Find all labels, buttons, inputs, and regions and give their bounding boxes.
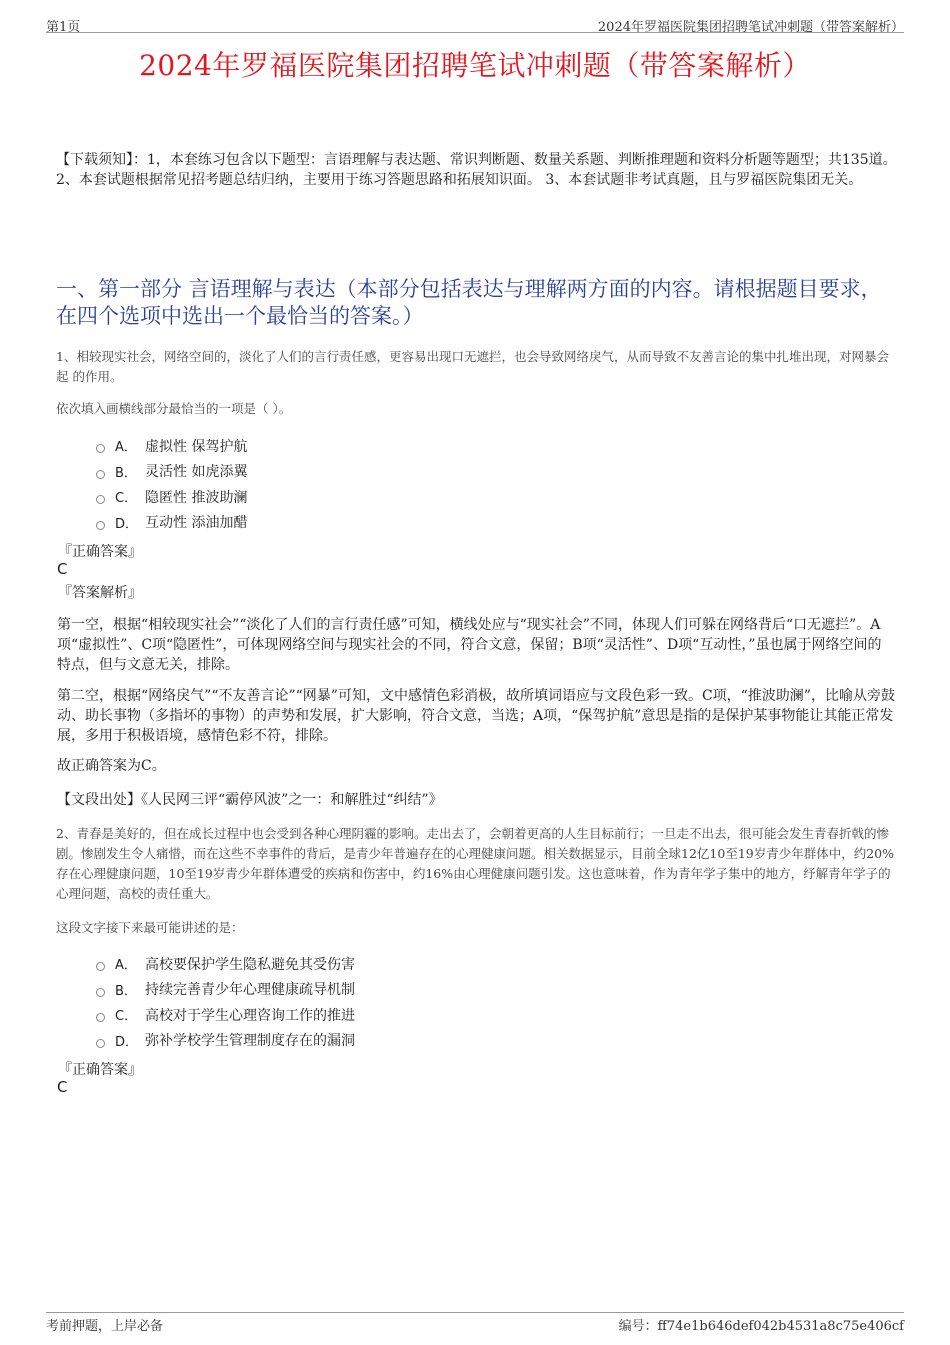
question-1-prompt: 依次填入画横线部分最恰当的一项是（ ）。 — [56, 401, 292, 416]
radio-icon[interactable] — [96, 962, 105, 971]
analysis-paragraph-1: 第一空，根据“相较现实社会”“淡化了人们的言行责任感”可知，横线处应与“现实社会”不同，体现人们可躲在网络背后“口无遮拦”。A项“虚拟性”、C项“隐匿性”，可体现网络空间与现实社会的不同，符合文意，保留；B项“灵活性”、D项“互动性，”虽也属于网络空间的特点，但与文意无关，排除。 — [57, 617, 882, 673]
option-text: 隐匿性 推波助澜 — [145, 489, 248, 506]
option-text: 持续完善青少年心理健康疏导机制 — [145, 982, 355, 999]
option-c[interactable] — [96, 1002, 355, 1028]
option-d[interactable] — [96, 1028, 355, 1054]
header-doc-title: 2024年罗福医院集团招聘笔试冲刺题（带答案解析） — [597, 20, 904, 35]
option-letter: B． — [115, 465, 137, 481]
radio-icon[interactable] — [96, 521, 105, 530]
option-letter: C． — [115, 491, 138, 507]
radio-icon[interactable] — [96, 1039, 105, 1048]
option-letter: C． — [115, 1009, 138, 1025]
question-1-analysis-label: 『答案解析』 — [58, 585, 142, 601]
radio-icon[interactable] — [96, 470, 105, 479]
option-letter: A． — [115, 958, 137, 974]
question-1-answer: C — [57, 560, 68, 578]
question-2-answer-label: 『正确答案』 — [58, 1062, 142, 1078]
option-text: 高校对于学生心理咨询工作的推进 — [145, 1007, 355, 1024]
question-2-answer: C — [57, 1078, 68, 1096]
question-1-options — [96, 433, 247, 535]
option-letter: B． — [115, 983, 137, 999]
analysis-conclusion: 故正确答案为C。 — [57, 758, 166, 774]
question-1-source: 【文段出处】《人民网三评“霸停风波”之一：和解胜过“纠结”》 — [57, 792, 443, 808]
option-text: 高校要保护学生隐私避免其受伤害 — [145, 956, 355, 973]
question-2-text: 2、青春是美好的，但在成长过程中也会受到各种心理阴霾的影响。走出去了，会朝着更高的人生目标前行；一旦走不出去，很可能会发生青春折戟的惨剧。惨剧发生令人痛惜，而在这些不幸事件的背后，是青少年普遍存在的心理健康问题。相关数据显示，目前全球12亿10至19岁青少年群体中，约20%存在心理健康问题，10至19岁青少年群体遭受的疾病和伤害中，约16%由心理健康问题引发。这也意味着，作为青年学子集中的地方，纾解青年学子的心理问题，高校的责任重大。 — [56, 826, 895, 901]
question-2-options — [96, 951, 355, 1053]
option-a[interactable] — [96, 951, 355, 977]
header-divider — [46, 32, 904, 33]
footer-slogan: 考前押题，上岸必备 — [46, 1319, 164, 1334]
download-notice: 【下载须知】：1，本套练习包含以下题型：言语理解与表达题、常识判断题、数量关系题、判断推理题和资料分析题等题型；共135道。 2、本套试题根据常见招考题总结归纳，主要用于练习答题思路和拓展知识面。 3、本套试题非考试真题，且与罗福医院集团无关。 — [56, 152, 897, 188]
radio-icon[interactable] — [96, 988, 105, 997]
option-text: 虚拟性 保驾护航 — [145, 438, 248, 455]
option-d[interactable] — [96, 510, 247, 536]
option-c[interactable] — [96, 484, 247, 510]
question-1-text: 1、相较现实社会，网络空间的，淡化了人们的言行责任感，更容易出现口无遮拦，也会导致网络戾气，从而导致不友善言论的集中扎堆出现，对网暴会起 的作用。 — [56, 349, 889, 384]
footer-divider — [46, 1312, 904, 1313]
option-text: 互动性 添油加醋 — [145, 515, 248, 532]
option-text: 弥补学校学生管理制度存在的漏洞 — [145, 1033, 355, 1050]
radio-icon[interactable] — [96, 1013, 105, 1022]
question-1-answer-label: 『正确答案』 — [58, 544, 142, 560]
section-title: 一、第一部分 言语理解与表达（本部分包括表达与理解两方面的内容。请根据题目要求，在四个选项中选出一个最恰当的答案。） — [56, 277, 882, 328]
option-letter: D． — [115, 516, 139, 532]
option-a[interactable] — [96, 433, 247, 459]
option-text: 灵活性 如虎添翼 — [145, 464, 248, 481]
header-page-number: 第1页 — [46, 20, 81, 35]
analysis-paragraph-2: 第二空，根据“网络戾气”“不友善言论”“网暴”可知，文中感情色彩消极，故所填词语应与文段色彩一致。C项，“推波助澜”，比喻从旁鼓动、助长事物（多指坏的事物）的声势和发展，扩大影响，符合文意，当选；A项，“保驾护航”意思是指的是保护某事物能让其能正常发展，多用于积极语境，感情色彩不符，排除。 — [57, 688, 895, 744]
option-letter: D． — [115, 1034, 139, 1050]
radio-icon[interactable] — [96, 444, 105, 453]
footer-document-id: 编号：ff74e1b646def042b4531a8c75e406cf — [618, 1319, 904, 1334]
radio-icon[interactable] — [96, 495, 105, 504]
option-b[interactable] — [96, 977, 355, 1003]
option-b[interactable] — [96, 459, 247, 485]
page-title: 2024年罗福医院集团招聘笔试冲刺题（带答案解析） — [139, 49, 811, 82]
question-2-prompt: 这段文字接下来最可能讲述的是： — [56, 920, 244, 935]
option-letter: A． — [115, 440, 137, 456]
